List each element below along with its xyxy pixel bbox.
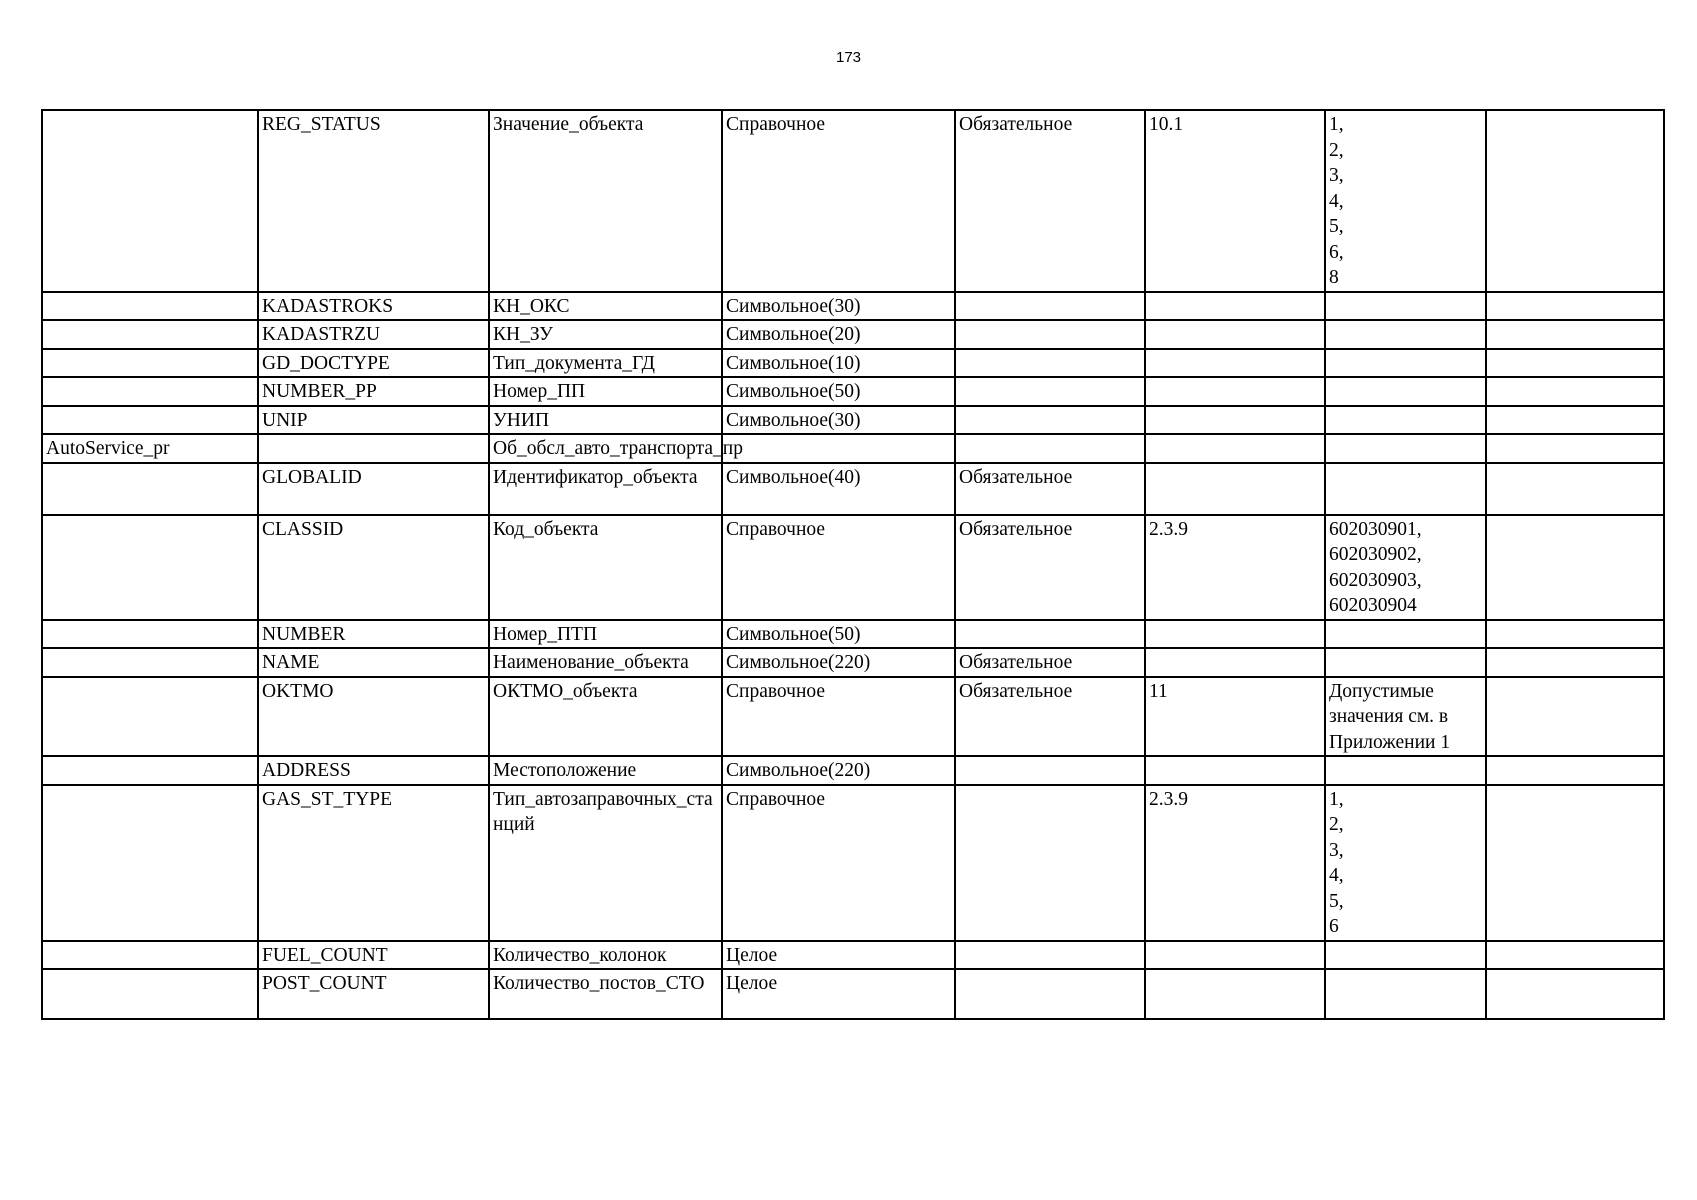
table-cell: КН_ЗУ bbox=[489, 320, 722, 349]
table-cell: Справочное bbox=[722, 785, 955, 941]
table-row bbox=[42, 406, 1664, 435]
table-cell bbox=[42, 377, 258, 406]
table-row bbox=[42, 941, 1664, 970]
table-cell bbox=[42, 349, 258, 378]
table-row bbox=[42, 515, 1664, 620]
table-cell: Количество_колонок bbox=[489, 941, 722, 970]
table-cell: Код_объекта bbox=[489, 515, 722, 620]
table-cell: Номер_ПП bbox=[489, 377, 722, 406]
table-row bbox=[42, 434, 1664, 463]
table-cell: Обязательное bbox=[955, 677, 1145, 757]
table-cell: GAS_ST_TYPE bbox=[258, 785, 489, 941]
table-cell bbox=[1145, 320, 1325, 349]
table-cell: NAME bbox=[258, 648, 489, 677]
table-cell: Обязательное bbox=[955, 110, 1145, 292]
table-row bbox=[42, 110, 1664, 292]
attribute-table bbox=[41, 109, 1665, 1020]
table-cell: UNIP bbox=[258, 406, 489, 435]
table-cell bbox=[1325, 434, 1486, 463]
table-cell bbox=[1325, 941, 1486, 970]
table-cell bbox=[1145, 969, 1325, 1019]
table-cell: Символьное(50) bbox=[722, 620, 955, 649]
table-cell bbox=[1145, 941, 1325, 970]
table-cell bbox=[1325, 320, 1486, 349]
table-row bbox=[42, 349, 1664, 378]
table-cell: CLASSID bbox=[258, 515, 489, 620]
table-cell: КН_ОКС bbox=[489, 292, 722, 321]
table-row bbox=[42, 648, 1664, 677]
table-cell: Символьное(20) bbox=[722, 320, 955, 349]
table-cell: ОКТМО_объекта bbox=[489, 677, 722, 757]
table-cell: УНИП bbox=[489, 406, 722, 435]
table-cell: Символьное(220) bbox=[722, 756, 955, 785]
table-cell: Символьное(50) bbox=[722, 377, 955, 406]
table-cell: Целое bbox=[722, 969, 955, 1019]
table-cell bbox=[1325, 292, 1486, 321]
table-cell: Значение_объекта bbox=[489, 110, 722, 292]
table-row bbox=[42, 292, 1664, 321]
table-cell bbox=[1325, 756, 1486, 785]
table-cell bbox=[42, 941, 258, 970]
table-cell: Обязательное bbox=[955, 515, 1145, 620]
table-row bbox=[42, 677, 1664, 757]
table-cell bbox=[1325, 969, 1486, 1019]
table-cell: 2.3.9 bbox=[1145, 515, 1325, 620]
table-cell bbox=[955, 969, 1145, 1019]
table-cell: POST_COUNT bbox=[258, 969, 489, 1019]
table-cell bbox=[1145, 349, 1325, 378]
table-cell bbox=[1325, 349, 1486, 378]
table-row bbox=[42, 785, 1664, 941]
table-cell bbox=[955, 941, 1145, 970]
table-cell bbox=[955, 349, 1145, 378]
table-cell bbox=[1145, 620, 1325, 649]
table-cell bbox=[1486, 969, 1664, 1019]
table-cell: Допустимые значения см. в Приложении 1 bbox=[1325, 677, 1486, 757]
table-cell: ADDRESS bbox=[258, 756, 489, 785]
table-cell: FUEL_COUNT bbox=[258, 941, 489, 970]
table-cell bbox=[42, 292, 258, 321]
table-cell: Справочное bbox=[722, 515, 955, 620]
table-cell bbox=[1486, 515, 1664, 620]
table-cell bbox=[1325, 463, 1486, 515]
table-row bbox=[42, 969, 1664, 1019]
table-cell bbox=[1486, 756, 1664, 785]
table-cell bbox=[1486, 292, 1664, 321]
table-cell bbox=[42, 756, 258, 785]
table-row bbox=[42, 377, 1664, 406]
table-cell bbox=[1486, 110, 1664, 292]
table-cell bbox=[955, 406, 1145, 435]
table-cell bbox=[42, 406, 258, 435]
table-cell: Тип_документа_ГД bbox=[489, 349, 722, 378]
table-cell bbox=[1486, 463, 1664, 515]
table-cell bbox=[1145, 292, 1325, 321]
table-cell bbox=[42, 320, 258, 349]
table-cell: 602030901, 602030902, 602030903, 602030904 bbox=[1325, 515, 1486, 620]
table-cell: NUMBER bbox=[258, 620, 489, 649]
table-cell: REG_STATUS bbox=[258, 110, 489, 292]
table-cell: Количество_постов_СТО bbox=[489, 969, 722, 1019]
table-cell: Символьное(30) bbox=[722, 292, 955, 321]
table-cell bbox=[1145, 648, 1325, 677]
table-cell: Номер_ПТП bbox=[489, 620, 722, 649]
table-cell: 2.3.9 bbox=[1145, 785, 1325, 941]
table-cell: KADASTRZU bbox=[258, 320, 489, 349]
table-cell: Тип_автозаправочных_станций bbox=[489, 785, 722, 941]
table-cell: Обязательное bbox=[955, 648, 1145, 677]
table-cell: Наименование_объекта bbox=[489, 648, 722, 677]
table-cell: Идентификатор_объекта bbox=[489, 463, 722, 515]
table-cell bbox=[955, 756, 1145, 785]
table-cell bbox=[1486, 434, 1664, 463]
table-cell bbox=[42, 110, 258, 292]
table-cell: NUMBER_PP bbox=[258, 377, 489, 406]
table-cell bbox=[722, 434, 955, 463]
page-number: 173 bbox=[835, 49, 862, 66]
table-cell bbox=[42, 677, 258, 757]
table-cell bbox=[955, 377, 1145, 406]
table-cell bbox=[42, 785, 258, 941]
table-cell: Символьное(30) bbox=[722, 406, 955, 435]
table-cell: OKTMO bbox=[258, 677, 489, 757]
table-cell: 1, 2, 3, 4, 5, 6, 8 bbox=[1325, 110, 1486, 292]
table-row bbox=[42, 463, 1664, 515]
table-cell bbox=[42, 515, 258, 620]
table-cell: Справочное bbox=[722, 677, 955, 757]
table-cell bbox=[1486, 406, 1664, 435]
table-cell bbox=[1486, 941, 1664, 970]
table-cell bbox=[1486, 785, 1664, 941]
table-cell bbox=[1486, 620, 1664, 649]
table-cell: KADASTROKS bbox=[258, 292, 489, 321]
table-cell: Символьное(40) bbox=[722, 463, 955, 515]
table-cell bbox=[42, 648, 258, 677]
table-cell bbox=[1486, 377, 1664, 406]
table-cell bbox=[955, 785, 1145, 941]
table-cell bbox=[1325, 406, 1486, 435]
table-cell bbox=[1145, 756, 1325, 785]
table-cell: Местоположение bbox=[489, 756, 722, 785]
table-cell bbox=[258, 434, 489, 463]
table-cell: GD_DOCTYPE bbox=[258, 349, 489, 378]
table-cell bbox=[955, 620, 1145, 649]
table-cell: GLOBALID bbox=[258, 463, 489, 515]
table-cell bbox=[955, 292, 1145, 321]
table-cell bbox=[1486, 648, 1664, 677]
table-cell: AutoService_pr bbox=[42, 434, 258, 463]
table-cell bbox=[1486, 349, 1664, 378]
table-cell bbox=[1145, 463, 1325, 515]
table-cell: Символьное(10) bbox=[722, 349, 955, 378]
table-row bbox=[42, 320, 1664, 349]
table-cell bbox=[1145, 406, 1325, 435]
table-cell bbox=[1325, 620, 1486, 649]
table-cell bbox=[1145, 377, 1325, 406]
table-cell bbox=[1486, 677, 1664, 757]
table-cell: 11 bbox=[1145, 677, 1325, 757]
table-cell bbox=[42, 620, 258, 649]
table-row bbox=[42, 620, 1664, 649]
table-cell: Символьное(220) bbox=[722, 648, 955, 677]
table-cell: 1, 2, 3, 4, 5, 6 bbox=[1325, 785, 1486, 941]
table-cell bbox=[1486, 320, 1664, 349]
table-cell: 10.1 bbox=[1145, 110, 1325, 292]
table-cell bbox=[1145, 434, 1325, 463]
table-cell: Об_обсл_авто_транспорта_пр bbox=[489, 434, 722, 463]
table-cell bbox=[42, 463, 258, 515]
table-row bbox=[42, 756, 1664, 785]
table-cell: Целое bbox=[722, 941, 955, 970]
table-cell bbox=[1325, 648, 1486, 677]
table-cell bbox=[955, 434, 1145, 463]
table-cell: Обязательное bbox=[955, 463, 1145, 515]
table-cell: Справочное bbox=[722, 110, 955, 292]
table-cell bbox=[42, 969, 258, 1019]
table-cell bbox=[1325, 377, 1486, 406]
table-cell bbox=[955, 320, 1145, 349]
